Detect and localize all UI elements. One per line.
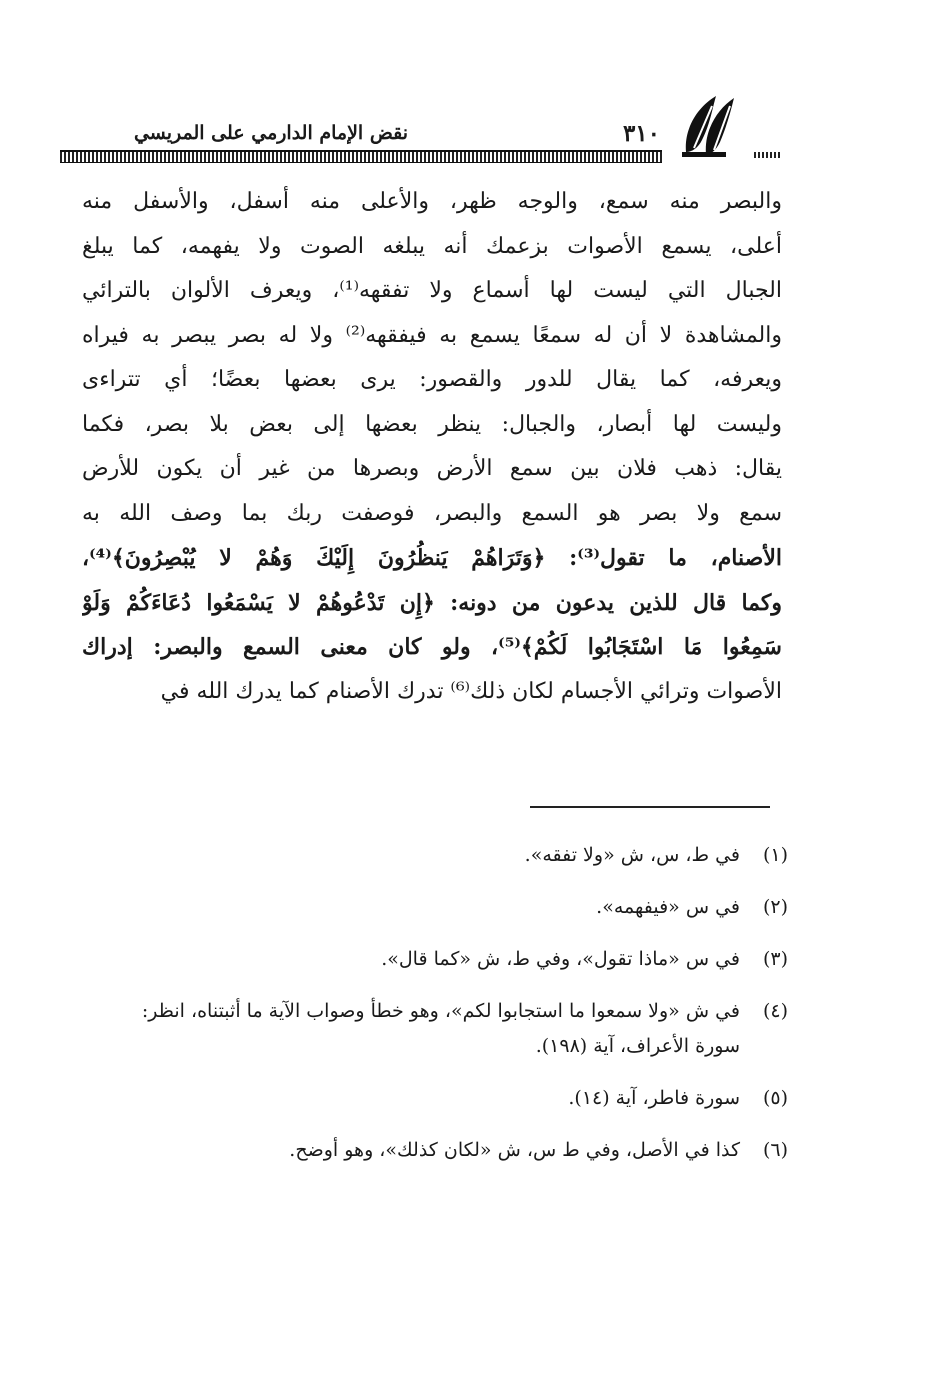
book-title: نقض الإمام الدارمي على المريسي: [133, 122, 408, 144]
text-line: والمشاهدة لا أن له سمعًا يسمع به فيفقهه⁽²⁾ ولا له بصر يبصر به فيراه: [82, 322, 782, 348]
footnote: [100, 890, 788, 925]
footnote: [100, 1133, 788, 1168]
running-header: [60, 108, 780, 164]
footnote-number: (٦): [762, 1139, 788, 1161]
footnote-number: (٢): [762, 896, 788, 918]
footnote-text: كذا في الأصل، وفي ط س، ش «لكان كذلك»، وهو أوضح.: [289, 1139, 740, 1161]
footnote: [100, 994, 788, 1064]
footnote-number: (٥): [762, 1087, 788, 1109]
footnote-text: في ش «ولا سمعوا ما استجابوا لكم»، وهو خطأ وصواب الآية ما أثبتناه، انظر: سورة الأعراف، آية (١٩٨).: [141, 1000, 740, 1057]
footnote: [100, 838, 788, 873]
footnote-text: في س «فيفهمه».: [596, 896, 740, 918]
footnote-separator: [530, 806, 770, 808]
text-line: يقال: ذهب فلان بين سمع الأرض وبصرها من غير أن يكون للأرض: [82, 456, 782, 481]
footnotes: [100, 838, 788, 1185]
footnote-text: سورة فاطر، آية (١٤).: [568, 1087, 740, 1109]
text-line: ويعرفه، كما يقال للدور والقصور: يرى بعضها بعضًا؛ أي تتراءى: [82, 367, 782, 392]
footnote-text: في ط، س، ش «ولا تفقه».: [524, 844, 740, 866]
header-rule: [60, 150, 662, 163]
footnote-number: (١): [762, 844, 788, 866]
header-rule-ornament: [754, 152, 780, 158]
main-text: [82, 180, 782, 714]
text-line-quran: الأصنام، ما تقول⁽³⁾: ﴿وَتَرَاهُمْ يَنظُرُونَ إِلَيْكَ وَهُمْ لا يُبْصِرُونَ﴾⁽⁴⁾،: [82, 545, 782, 571]
text-line: الجبال التي ليست لها أسماع ولا تفقهه⁽¹⁾، ويعرف الألوان بالترائي: [82, 278, 782, 303]
quill-ornament-icon: [676, 90, 740, 160]
text-line: وليست لها أبصار، والجبال: ينظر بعضها إلى بعض بلا بصر، فكما: [82, 411, 782, 437]
text-line-quran: سَمِعُوا مَا اسْتَجَابُوا لَكُمْ﴾⁽⁵⁾، ولو كان معنى السمع والبصر: إدراك: [82, 634, 782, 660]
footnote-text: في س «ماذا تقول»، وفي ط، ش «كما قال».: [381, 948, 740, 970]
footnote-number: (٤): [762, 1000, 788, 1022]
footnote: [100, 942, 788, 977]
page-number: ٣١٠: [622, 120, 660, 147]
text-line: والبصر منه سمع، والوجه ظهر، والأعلى منه أسفل، والأسفل منه: [82, 189, 782, 214]
footnote: [100, 1081, 788, 1116]
text-line: أعلى، يسمع الأصوات بزعمك أنه يبلغه الصوت ولا يفهمه، كما يبلغ: [82, 233, 782, 259]
text-line: سمع ولا بصر هو السمع والبصر، فوصفت ربك بما وصف الله به: [82, 500, 782, 526]
text-line: الأصوات وترائي الأجسام لكان ذلك⁽⁶⁾ تدرك الأصنام كما يدرك الله في: [160, 678, 782, 704]
text-line-quran: وكما قال للذين يدعون من دونه: ﴿إِن تَدْعُوهُمْ لا يَسْمَعُوا دُعَاءَكُمْ وَلَوْ: [82, 589, 782, 616]
footnote-number: (٣): [762, 948, 788, 970]
